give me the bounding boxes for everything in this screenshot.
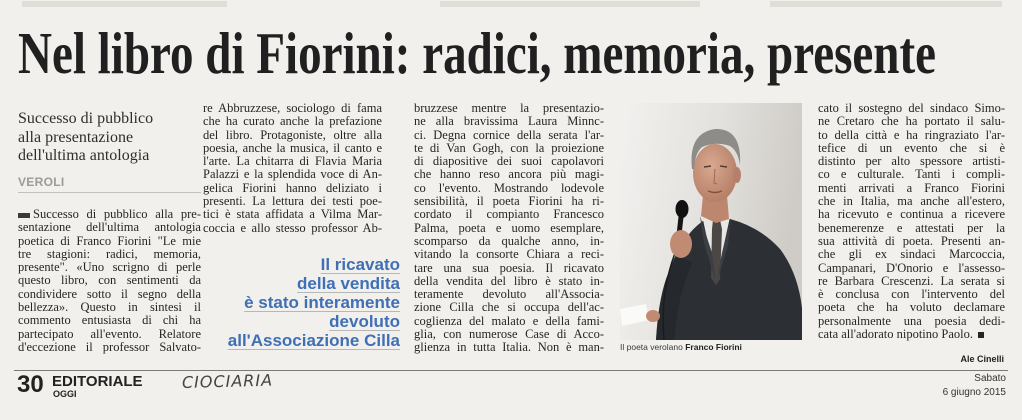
- text-line: to della città e ha ringraziato l'ar-: [818, 127, 1005, 142]
- text-line: Successo di pubblico alla pre-: [33, 207, 201, 221]
- text-line: partecipato all'evento. Relatore: [18, 326, 201, 341]
- text-line: personalmente una poesia dedi-: [818, 313, 1005, 328]
- article-column-1: [18, 208, 201, 354]
- photo-caption: [620, 341, 742, 353]
- subheadline-line: alla presentazione: [18, 128, 134, 146]
- text-line: condividere sotto il segno della: [18, 286, 201, 301]
- text-line: te di Van Gogh, con la proiezione: [414, 140, 604, 155]
- text-line: coglienza del malato e della fami-: [414, 313, 604, 328]
- text-line: l'arte. La chitarra di Flavia Maria: [203, 154, 382, 169]
- byline: Ale Cinelli: [960, 354, 1004, 364]
- article-column-4: [818, 102, 1005, 341]
- text-line: ci. Degna cornice della serata l'ar-: [414, 127, 604, 142]
- text-remnant: [770, 1, 1002, 7]
- text-line: Palma, poeta e uomo esemplare,: [414, 220, 604, 235]
- dateline: [18, 175, 201, 193]
- article-column-3: [414, 102, 604, 355]
- hand: [670, 230, 692, 258]
- text-line: menti arrivati a Franco Fiorini: [818, 180, 1005, 195]
- text-line: tefice di un evento che si è: [818, 140, 1005, 155]
- text-line: poesia, anche la musica, il canto e: [203, 140, 382, 155]
- text-line: co l'evento. Mostrando lodevole: [414, 180, 604, 195]
- text-line: Palazzi e la splendida voce di An-: [203, 167, 382, 182]
- text-line: presente". «Uno scrigno di perle: [18, 260, 201, 275]
- footer-rule: [14, 370, 1008, 371]
- text-line: sensibilità, il poeta Fiorini ha ri-: [414, 194, 604, 209]
- text-line: bellezza». Questo in sintesi il: [18, 300, 201, 315]
- text-line: glia, con numerose Case di Acco-: [414, 327, 604, 342]
- pull-quote: [218, 255, 400, 350]
- text-line: ne Cretaro che ha portato il salu-: [818, 114, 1005, 129]
- caption-text: Il poeta verolano: [620, 342, 683, 352]
- pull-quote-line: all'Associazione Cilla: [227, 331, 400, 350]
- text-line: che hanno reso ancora più magi-: [414, 167, 604, 182]
- text-line: poetica di Franco Fiorini "Le mie: [18, 233, 201, 248]
- text-line: zione Cilla che si occupa dell'ac-: [414, 300, 604, 315]
- text-line: sentazione dell'ultima antologia: [18, 220, 201, 235]
- page-number: 30: [17, 371, 44, 398]
- text-line: glienza in tutta Italia. Non è man-: [414, 340, 604, 355]
- subheadline: [18, 110, 203, 166]
- text-line: della vendita del libro è stato in-: [414, 273, 604, 288]
- text-line: del libro. Protagoniste, oltre alla: [203, 127, 382, 142]
- text-line: è conclusa con l'intervento del: [818, 287, 1005, 302]
- photo-illustration: [620, 103, 802, 340]
- text-line: gelica Fiorini hanno deliziato i: [203, 180, 382, 195]
- text-line: cata all'adorato nipotino Paolo.: [818, 328, 984, 341]
- text-line: vitando la consorte Chiara a reci-: [414, 247, 604, 262]
- text-line: commento entusiasta di chi ha: [18, 313, 201, 328]
- text-remnant: [22, 1, 227, 7]
- text-line: presenti. La lettura dei testi poe-: [203, 194, 382, 209]
- text-line: coccia e allo stesso professor Ab-: [203, 220, 382, 235]
- subheadline-line: Successo di pubblico: [18, 110, 154, 127]
- text-line: tre stagioni: radici, memoria,: [18, 246, 201, 261]
- microphone-head: [676, 200, 689, 218]
- pull-quote-line: della vendita: [297, 274, 400, 293]
- issue-day: Sabato: [974, 373, 1006, 384]
- publication-name: EDITORIALE: [52, 373, 143, 390]
- text-line: questo libro, con sentimenti da: [18, 273, 201, 288]
- text-line: d'eccezione il professor Salvato-: [18, 339, 201, 354]
- article-column-2: [203, 102, 382, 235]
- text-line: distinto per alto spessore artisti-: [818, 154, 1005, 169]
- text-line: ne alla bravissima Laura Minnc-: [414, 114, 604, 129]
- handwritten-note: CIOCIARIA: [181, 370, 274, 392]
- text-line: che in Italia, ma anche all'estero,: [818, 194, 1005, 209]
- text-line: che gli ex sindaci Marcoccia,: [818, 247, 1005, 262]
- text-line: poeta che ha voluto declamare: [818, 300, 1005, 315]
- pull-quote-line: devoluto: [329, 312, 400, 331]
- caption-name: Franco Fiorini: [685, 342, 742, 352]
- text-line: re Abbruzzese, sociologo di fama: [203, 101, 382, 115]
- text-line: sua attività di poeta. Presenti an-: [818, 233, 1005, 248]
- text-remnant: [440, 1, 700, 7]
- text-line: co e culturale. Tanti i compli-: [818, 167, 1005, 182]
- text-line: benemerenze e attestati per la: [818, 220, 1005, 235]
- hand: [646, 310, 660, 322]
- text-line: scomparso da qualche anno, in-: [414, 233, 604, 248]
- text-line: che ha curato anche la prefazione: [203, 114, 382, 129]
- subheadline-line: dell'ultima antologia: [18, 147, 150, 164]
- text-line: tici è stata affidata a Vilma Mar-: [203, 207, 382, 222]
- text-line: ha ricevuto e continua a ricevere: [818, 207, 1005, 222]
- text-line: bruzzese mentre la presentazio-: [414, 101, 604, 115]
- text-line: re Barbara Crescenzi. La serata si: [818, 273, 1005, 288]
- article-photo: [620, 103, 802, 340]
- headline: Nel libro di Fiorini: radici, memoria, presente: [18, 20, 936, 86]
- pull-quote-line: è stato interamente: [244, 293, 400, 312]
- text-line: di diapositive dei suoi capolavori: [414, 154, 604, 169]
- issue-date: 6 giugno 2015: [942, 387, 1006, 398]
- publication-subname: OGGI: [53, 389, 77, 399]
- dateline-city: VEROLI: [18, 175, 65, 189]
- text-line: cato il sostegno del sindaco Simo-: [818, 101, 1005, 115]
- pull-quote-line: Il ricavato: [320, 255, 400, 274]
- text-line: teramente devoluto all'Associa-: [414, 287, 604, 302]
- text-line: Campanari, D'Onorio e l'assesso-: [818, 260, 1005, 275]
- text-line: cordato il compianto Francesco: [414, 207, 604, 222]
- text-line: tare una sua poesia. Il ricavato: [414, 260, 604, 275]
